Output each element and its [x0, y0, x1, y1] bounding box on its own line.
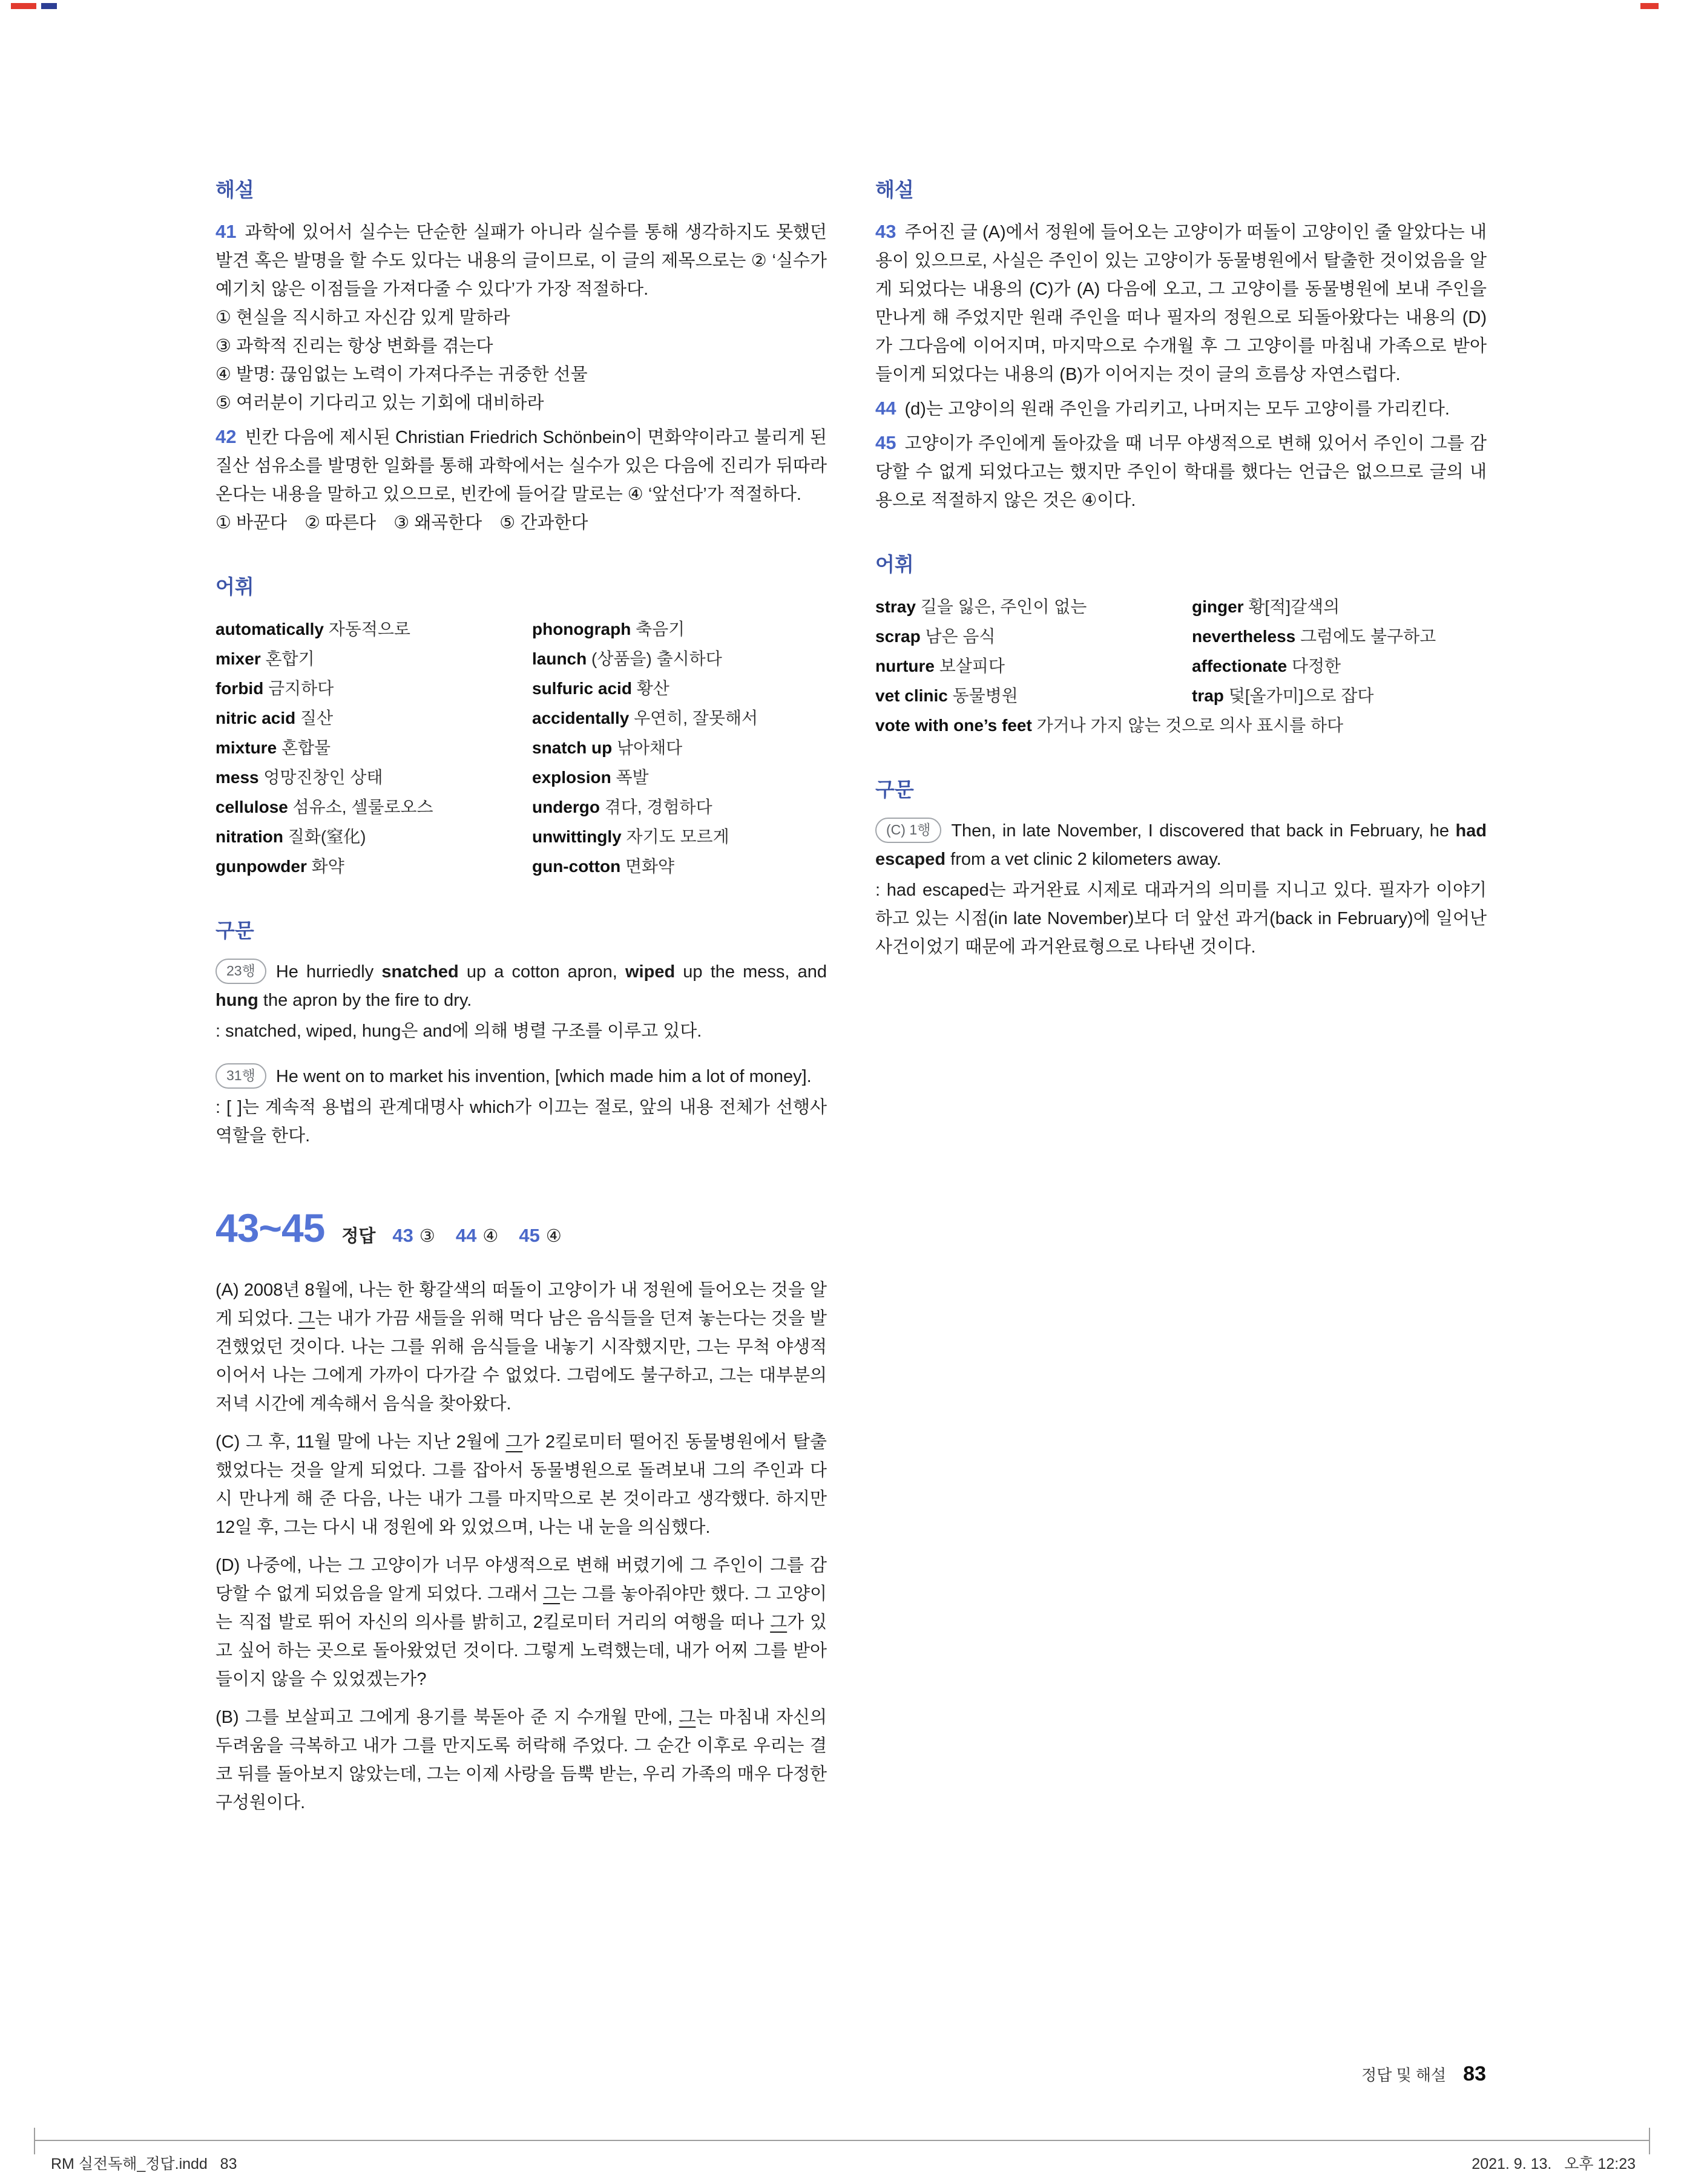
syntax-example-1: 23행 He hurriedly snatched up a cotton apron, wiped up the mess, and hung the apron by the fire to dry.	[215, 958, 827, 1015]
option-line: ① 현실을 직시하고 자신감 있게 말하라	[215, 308, 510, 327]
page-content	[215, 174, 1487, 1827]
answer-group	[392, 1225, 561, 1247]
question-number-42: 42	[215, 426, 237, 447]
syntax-example: (C) 1행 Then, in late November, I discovered that back in February, he had escaped from a vet clinic 2 kilometers away.	[875, 817, 1487, 874]
vocab-entry: vet clinic 동물병원	[875, 686, 1018, 705]
vocab-entry: nitric acid 질산	[215, 709, 334, 727]
vocab-entry: nurture 보살피다	[875, 657, 1005, 675]
syntax-heading: 구문	[215, 919, 254, 942]
bold-term: hung	[215, 991, 258, 1010]
vocab-entry: accidentally 우연히, 잘못해서	[532, 709, 758, 727]
vocab-entry: ginger 황[적]갈색의	[1192, 597, 1340, 616]
syntax-note: : had escaped는 과거완료 시제로 대과거의 의미를 지니고 있다. 필자가 이야기하고 있는 시점(in late November)보다 더 앞선 과거(back in February)에 일어난 사건이었기 때문에 과거완료형으로 나타낸 것이다.	[875, 880, 1487, 957]
vocab-entry: snatch up 낚아채다	[532, 738, 683, 757]
translation-paragraph-c: (C) 그 후, 11월 말에 나는 지난 2월에 그가 2킬로미터 떨어진 동물병원에서 탈출했었다는 것을 알게 되었다. 그를 잡아서 동물병원으로 돌려보내 그의 주인과 다시 만나게 해 준 다음, 나는 내가 그를 마지막으로 본 것이라고 생각했다. 하지만 12일 후, 그는 다시 내 정원에 와 있었으며, 나는 내 눈을 의심했다.	[215, 1432, 827, 1537]
vocab-entry: nitration 질화(窒化)	[215, 827, 366, 846]
underlined-pronoun: 그	[298, 1309, 315, 1328]
explanation-42	[215, 422, 827, 509]
line-number-badge: (C) 1행	[875, 818, 941, 843]
vocabulary-list	[215, 614, 827, 881]
option-line: ⑤ 여러분이 기다리고 있는 기회에 대비하라	[215, 393, 544, 413]
syntax-heading: 구문	[875, 778, 914, 801]
line-number-badge: 23행	[215, 959, 266, 984]
explanation-45	[875, 428, 1487, 515]
vocab-entry: affectionate 다정한	[1192, 657, 1341, 675]
crop-mark-red-right	[1640, 3, 1659, 9]
syntax-note-2: : [ ]는 계속적 용법의 관계대명사 which가 이끄는 절로, 앞의 내용 전체가 선행사 역할을 한다.	[215, 1098, 827, 1146]
explanation-41	[215, 217, 827, 304]
option-line: ① 바꾼다 ② 따른다 ③ 왜곡한다 ⑤ 간과한다	[215, 513, 588, 533]
crop-mark-red-left	[11, 3, 36, 9]
underlined-pronoun: 그	[505, 1432, 523, 1452]
underlined-pronoun: 그	[679, 1708, 696, 1727]
footer-label: 정답 및 해설	[1361, 2066, 1447, 2084]
explanation-43-text: 주어진 글 (A)에서 정원에 들어오는 고양이가 떠돌이 고양이인 줄 알았다는 내용이 있으므로, 사실은 주인이 있는 고양이가 동물병원에서 탈출한 것이었음을 알게 되었다는 내용의 (C)가 (A) 다음에 오고, 그 고양이를 동물병원에 보내 주인을 만나게 해 주었지만 원래 주인을 떠나 필자의 정원으로 되돌아왔다는 내용의 (D)가 그다음에 이어지며, 마지막으로 수개월 후 그 고양이를 마침내 가족으로 받아들이게 되었다는 내용의 (B)가 이어지는 것이 글의 흐름상 자연스럽다.	[875, 223, 1487, 384]
answer-item: 44 ④	[455, 1225, 499, 1246]
question-range: 43~45	[215, 1205, 325, 1250]
question-number-45: 45	[875, 432, 896, 453]
translation-paragraph-d: (D) 나중에, 나는 그 고양이가 너무 야생적으로 변해 버렸기에 그 주인이 그를 감당할 수 없게 되었음을 알게 되었다. 그래서 그는 그를 놓아줘야만 했다. 그 고양이는 직접 발로 뛰어 자신의 의사를 밝히고, 2킬로미터 거리의 여행을 떠나 그가 있고 싶어 하는 곳으로 돌아왔었던 것이다. 그렇게 노력했는데, 내가 어찌 그를 받아들이지 않을 수 있었겠는가?	[215, 1556, 827, 1689]
vocab-entry: gun-cotton 면화약	[532, 857, 675, 876]
explanation-41-text: 과학에 있어서 실수는 단순한 실패가 아니라 실수를 통해 생각하지도 못했던 발견 혹은 발명을 할 수도 있다는 내용의 글이므로, 이 글의 제목으로는 ② ‘실수가 예기치 않은 이점들을 가져다줄 수 있다’가 가장 적절하다.	[215, 223, 827, 299]
crop-mark-blue-left	[41, 3, 57, 9]
vocab-entry: trap 덫[올가미]으로 잡다	[1192, 686, 1374, 705]
vocab-entry: sulfuric acid 황산	[532, 679, 669, 698]
vocabulary-list	[875, 592, 1487, 740]
explanation-heading: 해설	[875, 179, 914, 201]
vocabulary-heading: 어휘	[875, 553, 914, 576]
vocab-entry: nevertheless 그럼에도 불구하고	[1192, 627, 1436, 646]
option-line: ④ 발명: 끊임없는 노력이 가져다주는 귀중한 선물	[215, 365, 588, 384]
vocab-entry: scrap 남은 음식	[875, 627, 996, 646]
vocab-entry: unwittingly 자기도 모르게	[532, 827, 729, 846]
vocab-entry: undergo 겪다, 경험하다	[532, 798, 712, 816]
right-column	[875, 174, 1487, 1827]
vocab-entry: mess 엉망진창인 상태	[215, 768, 383, 787]
syntax-example-2: 31행 He went on to market his invention, [which made him a lot of money].	[215, 1063, 827, 1091]
question-number-44: 44	[875, 398, 896, 419]
syntax-note-1: : snatched, wiped, hung은 and에 의해 병렬 구조를 이루고 있다.	[215, 1021, 702, 1041]
question-number-43: 43	[875, 221, 896, 242]
line-number-badge: 31행	[215, 1063, 266, 1089]
print-file-info: RM 실전독해_정답.indd 83	[51, 2156, 237, 2173]
bold-term: wiped	[625, 962, 676, 982]
trim-tick-left	[34, 2128, 35, 2154]
vocab-entry: automatically 자동적으로	[215, 620, 410, 638]
explanation-42-text: 빈칸 다음에 제시된 Christian Friedrich Schönbein이 면화약이라고 불리게 된 질산 섬유소를 발명한 일화를 통해 과학에서는 실수가 있은 다음에 진리가 뒤따라온다는 내용을 말하고 있으므로, 빈칸에 들어갈 말로는 ④ ‘앞선다’가 적절하다.	[215, 428, 827, 504]
answer-item: 43 ③	[392, 1225, 435, 1246]
vocab-entry: mixture 혼합물	[215, 738, 331, 757]
print-timestamp: 2021. 9. 13. 오후 12:23	[1472, 2156, 1636, 2173]
bold-term: had escaped	[875, 821, 1487, 869]
underlined-pronoun: 그	[543, 1584, 561, 1604]
vocab-entry: gunpowder 화약	[215, 857, 344, 876]
vocab-entry: cellulose 섬유소, 셀룰로오스	[215, 798, 433, 816]
page-footer	[875, 2062, 1486, 2086]
answer-label: 정답	[341, 1227, 376, 1246]
left-column	[215, 174, 827, 1827]
trim-tick-right	[1649, 2128, 1650, 2154]
trim-rule	[34, 2140, 1650, 2141]
bold-term: snatched	[381, 962, 459, 982]
vocab-entry: explosion 폭발	[532, 768, 649, 787]
section-43-45-header	[215, 1205, 827, 1251]
translation-paragraph-b: (B) 그를 보살피고 그에게 용기를 북돋아 준 지 수개월 만에, 그는 마침내 자신의 두려움을 극복하고 내가 그를 만지도록 허락해 주었다. 그 순간 이후로 우리는 결코 뒤를 돌아보지 않았는데, 그는 이제 사랑을 듬뿍 받는, 우리 가족의 매우 다정한 구성원이다.	[215, 1708, 827, 1812]
question-number-41: 41	[215, 221, 237, 242]
vocabulary-heading: 어휘	[215, 576, 254, 598]
explanation-44	[875, 394, 1487, 424]
vocab-entry: forbid 금지하다	[215, 679, 334, 698]
vocab-entry: phonograph 축음기	[532, 620, 685, 638]
vocab-entry: launch (상품을) 출시하다	[532, 649, 722, 668]
answer-item: 45 ④	[519, 1225, 562, 1246]
vocab-entry: stray 길을 잃은, 주인이 없는	[875, 597, 1087, 616]
vocab-entry: mixer 혼합기	[215, 649, 315, 668]
option-line: ③ 과학적 진리는 항상 변화를 겪는다	[215, 336, 493, 356]
explanation-44-text: (d)는 고양이의 원래 주인을 가리키고, 나머지는 모두 고양이를 가리킨다.	[904, 399, 1450, 419]
footer-page-number: 83	[1463, 2062, 1486, 2085]
explanation-45-text: 고양이가 주인에게 돌아갔을 때 너무 야생적으로 변해 있어서 주인이 그를 감당할 수 없게 되었다고는 했지만 주인이 학대를 했다는 언급은 없으므로 글의 내용으로 적절하지 않은 것은 ④이다.	[875, 434, 1487, 510]
underlined-pronoun: 그	[770, 1613, 788, 1632]
explanation-43	[875, 217, 1487, 389]
translation-paragraph-a: (A) 2008년 8월에, 나는 한 황갈색의 떠돌이 고양이가 내 정원에 들어오는 것을 알게 되었다. 그는 내가 가끔 새들을 위해 먹다 남은 음식들을 던져 놓는다는 것을 발견했었던 것이다. 나는 그를 위해 음식들을 내놓기 시작했지만, 그는 무척 야생적이어서 나는 그에게 가까이 다가갈 수 없었다. 그럼에도 불구하고, 그는 대부분의 저녁 시간에 계속해서 음식을 찾아왔다.	[215, 1281, 827, 1414]
vocab-entry: vote with one’s feet 가거나 가지 않는 것으로 의사 표시를 하다	[875, 716, 1344, 735]
explanation-heading: 해설	[215, 179, 254, 201]
